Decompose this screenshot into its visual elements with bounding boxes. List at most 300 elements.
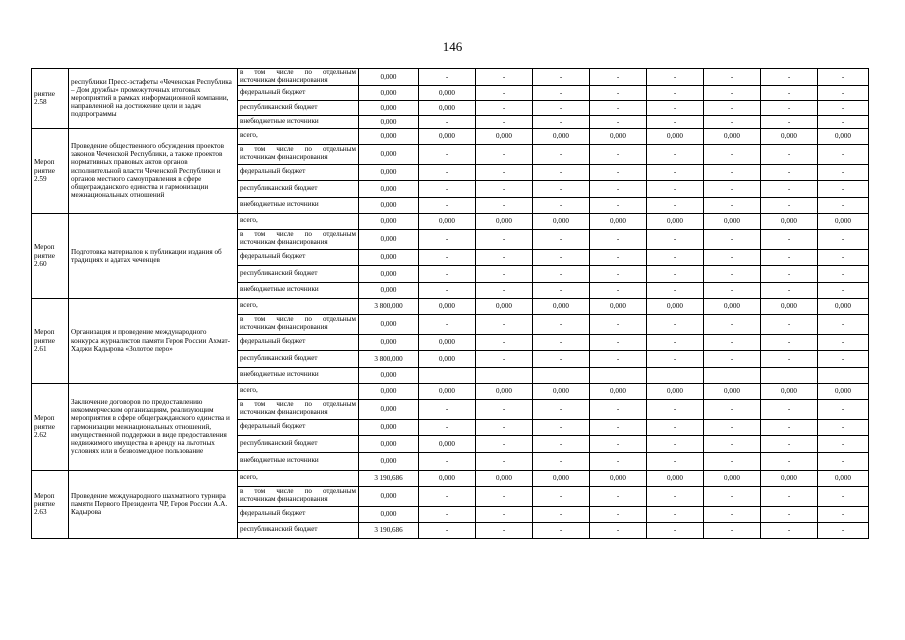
funding-source: внебюджетные источники xyxy=(238,197,359,213)
table-row xyxy=(32,383,869,399)
activity-code: Мероп риятие 2.61 xyxy=(32,298,69,383)
year-amount: - xyxy=(818,452,869,470)
funding-source: республиканский бюджет xyxy=(238,100,359,115)
year-amount: - xyxy=(590,197,647,213)
activity-name: республики Пресс-эстафеты «Чеченская Республика – Дом дружбы» промежуточных итоговых мероприятий в рамках информационной компании, направленной на достижение цели и задач подпрограммы xyxy=(69,69,238,129)
activity-code: Мероп риятие 2.63 xyxy=(32,470,69,538)
year-amount: - xyxy=(533,249,590,265)
year-amount: - xyxy=(533,522,590,538)
year-amount: - xyxy=(533,419,590,435)
year-amount: - xyxy=(818,144,869,164)
total-amount: 0,000 xyxy=(359,367,419,383)
year-amount xyxy=(476,367,533,383)
year-amount: - xyxy=(818,265,869,282)
year-amount: 0,000 xyxy=(533,298,590,314)
year-amount: - xyxy=(704,282,761,298)
year-amount: - xyxy=(761,144,818,164)
year-amount: 0,000 xyxy=(533,383,590,399)
year-amount: 0,000 xyxy=(590,383,647,399)
year-amount: 0,000 xyxy=(419,298,476,314)
year-amount: - xyxy=(476,144,533,164)
year-amount: - xyxy=(818,180,869,197)
year-amount: - xyxy=(647,350,704,367)
year-amount: - xyxy=(476,69,533,86)
year-amount xyxy=(419,367,476,383)
year-amount: - xyxy=(533,164,590,180)
year-amount: - xyxy=(704,486,761,506)
year-amount: - xyxy=(590,100,647,115)
year-amount: - xyxy=(476,249,533,265)
year-amount: 0,000 xyxy=(533,470,590,486)
funding-source: внебюджетные источники xyxy=(238,115,359,128)
funding-source: республиканский бюджет xyxy=(238,265,359,282)
activity-code: Мероп риятие 2.59 xyxy=(32,128,69,213)
year-amount: - xyxy=(818,164,869,180)
year-amount: 0,000 xyxy=(419,128,476,144)
year-amount: - xyxy=(590,282,647,298)
year-amount: - xyxy=(704,265,761,282)
year-amount: - xyxy=(818,229,869,249)
year-amount: 0,000 xyxy=(419,85,476,100)
total-amount: 0,000 xyxy=(359,265,419,282)
year-amount: - xyxy=(761,282,818,298)
year-amount: - xyxy=(647,334,704,350)
total-amount: 0,000 xyxy=(359,100,419,115)
year-amount: - xyxy=(818,115,869,128)
year-amount: - xyxy=(761,180,818,197)
funding-source: в том числе по отдельным источникам финансирования xyxy=(238,399,359,419)
year-amount: 0,000 xyxy=(419,435,476,452)
year-amount: - xyxy=(761,164,818,180)
year-amount: - xyxy=(704,249,761,265)
year-amount: - xyxy=(590,399,647,419)
year-amount: - xyxy=(590,435,647,452)
funding-source: федеральный бюджет xyxy=(238,506,359,522)
year-amount: - xyxy=(476,452,533,470)
total-amount: 0,000 xyxy=(359,197,419,213)
year-amount: - xyxy=(647,282,704,298)
year-amount: - xyxy=(647,435,704,452)
year-amount: 0,000 xyxy=(476,383,533,399)
year-amount: - xyxy=(761,100,818,115)
year-amount: - xyxy=(818,69,869,86)
year-amount: - xyxy=(704,85,761,100)
year-amount: - xyxy=(533,435,590,452)
funding-source: всего, xyxy=(238,383,359,399)
year-amount: - xyxy=(533,197,590,213)
total-amount: 3 190,686 xyxy=(359,470,419,486)
year-amount: - xyxy=(419,69,476,86)
year-amount: - xyxy=(533,350,590,367)
year-amount: - xyxy=(476,522,533,538)
year-amount: - xyxy=(590,85,647,100)
year-amount: - xyxy=(533,115,590,128)
year-amount: - xyxy=(704,452,761,470)
year-amount: - xyxy=(476,180,533,197)
total-amount: 0,000 xyxy=(359,399,419,419)
year-amount: - xyxy=(704,314,761,334)
funding-source: федеральный бюджет xyxy=(238,249,359,265)
funding-source: внебюджетные источники xyxy=(238,367,359,383)
year-amount: - xyxy=(647,100,704,115)
year-amount: - xyxy=(419,164,476,180)
year-amount: - xyxy=(533,265,590,282)
total-amount: 0,000 xyxy=(359,180,419,197)
year-amount: - xyxy=(590,452,647,470)
year-amount: - xyxy=(533,334,590,350)
year-amount: - xyxy=(533,229,590,249)
year-amount: - xyxy=(590,229,647,249)
year-amount: - xyxy=(647,197,704,213)
year-amount: - xyxy=(533,399,590,419)
year-amount: - xyxy=(761,265,818,282)
total-amount: 0,000 xyxy=(359,435,419,452)
year-amount: - xyxy=(419,522,476,538)
year-amount: - xyxy=(590,350,647,367)
year-amount: - xyxy=(476,115,533,128)
year-amount: - xyxy=(590,486,647,506)
year-amount: 0,000 xyxy=(818,470,869,486)
year-amount: - xyxy=(761,452,818,470)
year-amount: - xyxy=(647,522,704,538)
year-amount: - xyxy=(704,229,761,249)
year-amount: - xyxy=(590,144,647,164)
year-amount: - xyxy=(704,180,761,197)
year-amount: - xyxy=(476,334,533,350)
year-amount: - xyxy=(704,399,761,419)
year-amount: - xyxy=(704,506,761,522)
year-amount: - xyxy=(647,452,704,470)
year-amount: 0,000 xyxy=(590,298,647,314)
year-amount: 0,000 xyxy=(818,298,869,314)
year-amount: - xyxy=(533,486,590,506)
year-amount: - xyxy=(761,229,818,249)
year-amount: - xyxy=(818,100,869,115)
year-amount: - xyxy=(704,115,761,128)
year-amount: - xyxy=(533,85,590,100)
total-amount: 0,000 xyxy=(359,128,419,144)
year-amount xyxy=(647,367,704,383)
year-amount: - xyxy=(704,100,761,115)
funding-source: республиканский бюджет xyxy=(238,350,359,367)
year-amount: 0,000 xyxy=(704,213,761,229)
year-amount: - xyxy=(761,85,818,100)
year-amount: - xyxy=(647,265,704,282)
year-amount: - xyxy=(647,229,704,249)
year-amount: 0,000 xyxy=(761,298,818,314)
funding-source: внебюджетные источники xyxy=(238,282,359,298)
year-amount: 0,000 xyxy=(647,383,704,399)
funding-source: в том числе по отдельным источникам финансирования xyxy=(238,486,359,506)
year-amount: - xyxy=(647,399,704,419)
funding-source: в том числе по отдельным источникам финансирования xyxy=(238,314,359,334)
table-row xyxy=(32,69,869,86)
year-amount: - xyxy=(647,144,704,164)
table-row xyxy=(32,298,869,314)
year-amount: - xyxy=(704,435,761,452)
funding-source: федеральный бюджет xyxy=(238,85,359,100)
year-amount: - xyxy=(761,350,818,367)
year-amount: - xyxy=(419,419,476,435)
funding-source: республиканский бюджет xyxy=(238,522,359,538)
year-amount: - xyxy=(647,314,704,334)
year-amount: - xyxy=(818,435,869,452)
year-amount: 0,000 xyxy=(590,470,647,486)
funding-source: в том числе по отдельным источникам финансирования xyxy=(238,144,359,164)
year-amount: 0,000 xyxy=(818,383,869,399)
table-row xyxy=(32,470,869,486)
activity-name: Проведение общественного обсуждения проектов законов Чеченской Республики, а также проектов нормативных правовых актов органов исполнительной власти Чеченской Республики и органов местного самоуправления в сфере общегражданского единства и гармонизации межнациональных отношений xyxy=(69,128,238,213)
year-amount: - xyxy=(704,350,761,367)
year-amount: 0,000 xyxy=(761,383,818,399)
year-amount: - xyxy=(590,180,647,197)
year-amount: - xyxy=(761,249,818,265)
year-amount: - xyxy=(476,282,533,298)
total-amount: 0,000 xyxy=(359,282,419,298)
year-amount: - xyxy=(647,486,704,506)
total-amount: 0,000 xyxy=(359,164,419,180)
total-amount: 0,000 xyxy=(359,249,419,265)
total-amount: 0,000 xyxy=(359,419,419,435)
year-amount xyxy=(704,367,761,383)
year-amount: - xyxy=(761,314,818,334)
year-amount: - xyxy=(419,452,476,470)
funding-source: федеральный бюджет xyxy=(238,334,359,350)
year-amount: - xyxy=(704,197,761,213)
year-amount: 0,000 xyxy=(704,470,761,486)
year-amount: 0,000 xyxy=(590,213,647,229)
year-amount: 0,000 xyxy=(476,128,533,144)
funding-source: федеральный бюджет xyxy=(238,419,359,435)
year-amount: - xyxy=(647,506,704,522)
total-amount: 0,000 xyxy=(359,486,419,506)
year-amount: - xyxy=(476,419,533,435)
year-amount: 0,000 xyxy=(647,470,704,486)
year-amount: - xyxy=(647,419,704,435)
total-amount: 0,000 xyxy=(359,334,419,350)
year-amount: - xyxy=(761,334,818,350)
total-amount: 0,000 xyxy=(359,144,419,164)
year-amount: - xyxy=(590,265,647,282)
year-amount: - xyxy=(533,282,590,298)
activity-name: Заключение договоров по предоставлению некоммерческим организациям, реализующим мероприятия в сфере общегражданского единства и гармонизации межнациональных отношений, имущественной поддержки в виде предоставления недвижимого имущества в аренду на льготных условиях или в безвозмездное пользование xyxy=(69,383,238,470)
year-amount: 0,000 xyxy=(647,128,704,144)
total-amount: 0,000 xyxy=(359,69,419,86)
year-amount xyxy=(818,367,869,383)
total-amount: 0,000 xyxy=(359,452,419,470)
year-amount: 0,000 xyxy=(476,470,533,486)
year-amount: - xyxy=(590,249,647,265)
year-amount: - xyxy=(704,419,761,435)
year-amount: - xyxy=(419,197,476,213)
year-amount: 0,000 xyxy=(704,298,761,314)
year-amount: - xyxy=(419,314,476,334)
budget-table xyxy=(31,68,869,539)
year-amount: - xyxy=(818,197,869,213)
year-amount: 0,000 xyxy=(704,383,761,399)
year-amount: - xyxy=(818,85,869,100)
year-amount: 0,000 xyxy=(761,470,818,486)
year-amount: - xyxy=(818,399,869,419)
activity-code: Мероп риятие 2.62 xyxy=(32,383,69,470)
year-amount: - xyxy=(419,229,476,249)
year-amount: - xyxy=(476,265,533,282)
table-row xyxy=(32,128,869,144)
total-amount: 0,000 xyxy=(359,85,419,100)
year-amount: - xyxy=(476,486,533,506)
year-amount: - xyxy=(533,144,590,164)
year-amount: 0,000 xyxy=(647,213,704,229)
activity-code: Мероп риятие 2.60 xyxy=(32,213,69,298)
year-amount: - xyxy=(590,522,647,538)
year-amount: - xyxy=(476,197,533,213)
year-amount: - xyxy=(476,314,533,334)
year-amount: - xyxy=(704,69,761,86)
year-amount: - xyxy=(419,399,476,419)
year-amount: - xyxy=(419,506,476,522)
year-amount: - xyxy=(647,115,704,128)
year-amount: - xyxy=(704,164,761,180)
year-amount: 0,000 xyxy=(419,383,476,399)
year-amount: - xyxy=(476,435,533,452)
year-amount: 0,000 xyxy=(761,128,818,144)
year-amount: 0,000 xyxy=(419,470,476,486)
table-body xyxy=(32,69,869,539)
year-amount: - xyxy=(590,506,647,522)
table-row xyxy=(32,213,869,229)
year-amount: - xyxy=(419,265,476,282)
year-amount: - xyxy=(476,100,533,115)
year-amount: - xyxy=(419,115,476,128)
year-amount: - xyxy=(590,334,647,350)
year-amount: - xyxy=(818,350,869,367)
year-amount: 0,000 xyxy=(419,350,476,367)
year-amount: - xyxy=(533,452,590,470)
year-amount: - xyxy=(476,506,533,522)
year-amount: 0,000 xyxy=(419,334,476,350)
year-amount: - xyxy=(818,486,869,506)
year-amount: 0,000 xyxy=(476,298,533,314)
year-amount: 0,000 xyxy=(533,213,590,229)
funding-source: в том числе по отдельным источникам финансирования xyxy=(238,69,359,86)
year-amount: - xyxy=(818,249,869,265)
funding-source: всего, xyxy=(238,213,359,229)
year-amount: - xyxy=(818,334,869,350)
year-amount: - xyxy=(476,229,533,249)
year-amount: 0,000 xyxy=(590,128,647,144)
year-amount: - xyxy=(818,282,869,298)
activity-name: Подготовка материалов к публикации издания об традициях и адатах чеченцев xyxy=(69,213,238,298)
year-amount: - xyxy=(761,399,818,419)
year-amount: - xyxy=(761,486,818,506)
total-amount: 3 800,000 xyxy=(359,350,419,367)
year-amount: - xyxy=(704,522,761,538)
year-amount: - xyxy=(818,419,869,435)
year-amount: 0,000 xyxy=(704,128,761,144)
year-amount xyxy=(761,367,818,383)
year-amount: - xyxy=(647,85,704,100)
funding-source: в том числе по отдельным источникам финансирования xyxy=(238,229,359,249)
year-amount: - xyxy=(761,506,818,522)
year-amount: - xyxy=(590,69,647,86)
total-amount: 0,000 xyxy=(359,115,419,128)
year-amount: - xyxy=(590,115,647,128)
year-amount: 0,000 xyxy=(761,213,818,229)
year-amount: - xyxy=(761,419,818,435)
year-amount: - xyxy=(761,69,818,86)
year-amount: - xyxy=(533,180,590,197)
year-amount: - xyxy=(818,522,869,538)
total-amount: 0,000 xyxy=(359,213,419,229)
funding-source: федеральный бюджет xyxy=(238,164,359,180)
funding-source: всего, xyxy=(238,470,359,486)
year-amount: - xyxy=(533,506,590,522)
year-amount: - xyxy=(647,164,704,180)
total-amount: 0,000 xyxy=(359,229,419,249)
year-amount: - xyxy=(818,506,869,522)
year-amount: - xyxy=(647,180,704,197)
year-amount: - xyxy=(419,486,476,506)
year-amount: - xyxy=(419,144,476,164)
year-amount: - xyxy=(761,115,818,128)
year-amount: 0,000 xyxy=(818,213,869,229)
year-amount: - xyxy=(476,350,533,367)
year-amount: - xyxy=(761,435,818,452)
funding-source: всего, xyxy=(238,298,359,314)
activity-name: Проведение международного шахматного турнира памяти Первого Президента ЧР, Героя России А.А. Кадырова xyxy=(69,470,238,538)
year-amount: 0,000 xyxy=(419,213,476,229)
funding-source: республиканский бюджет xyxy=(238,180,359,197)
year-amount xyxy=(590,367,647,383)
year-amount: 0,000 xyxy=(818,128,869,144)
year-amount: - xyxy=(476,399,533,419)
year-amount: - xyxy=(476,85,533,100)
year-amount: - xyxy=(533,314,590,334)
total-amount: 0,000 xyxy=(359,383,419,399)
year-amount: - xyxy=(704,144,761,164)
year-amount: - xyxy=(419,180,476,197)
year-amount: - xyxy=(419,282,476,298)
year-amount: 0,000 xyxy=(419,100,476,115)
year-amount: - xyxy=(818,314,869,334)
funding-source: внебюджетные источники xyxy=(238,452,359,470)
total-amount: 3 800,000 xyxy=(359,298,419,314)
total-amount: 0,000 xyxy=(359,506,419,522)
year-amount: 0,000 xyxy=(647,298,704,314)
year-amount: - xyxy=(704,334,761,350)
year-amount: - xyxy=(419,249,476,265)
year-amount: - xyxy=(533,69,590,86)
year-amount: - xyxy=(761,197,818,213)
year-amount: 0,000 xyxy=(533,128,590,144)
year-amount: - xyxy=(476,164,533,180)
year-amount: - xyxy=(647,249,704,265)
year-amount: - xyxy=(590,419,647,435)
total-amount: 0,000 xyxy=(359,314,419,334)
funding-source: всего, xyxy=(238,128,359,144)
activity-name: Организация и проведение международного конкурса журналистов памяти Героя России Ахмат-Хаджи Кадырова «Золотое перо» xyxy=(69,298,238,383)
year-amount: - xyxy=(590,314,647,334)
year-amount: - xyxy=(590,164,647,180)
year-amount: - xyxy=(533,100,590,115)
year-amount xyxy=(533,367,590,383)
year-amount: - xyxy=(647,69,704,86)
funding-source: республиканский бюджет xyxy=(238,435,359,452)
year-amount: - xyxy=(761,522,818,538)
activity-code: риятие 2.58 xyxy=(32,69,69,129)
page-number: 146 xyxy=(442,39,463,54)
year-amount: 0,000 xyxy=(476,213,533,229)
